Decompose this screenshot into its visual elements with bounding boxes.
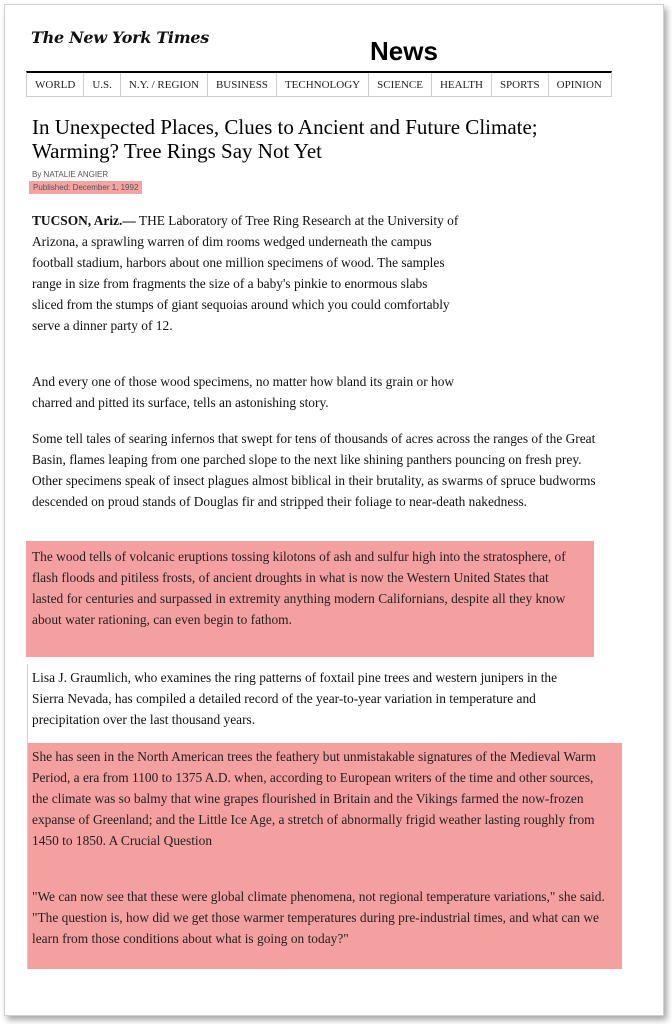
section-nav [26, 71, 612, 97]
nav-item-business[interactable]: BUSINESS [208, 73, 277, 96]
article-byline[interactable]: By NATALIE ANGIER [32, 170, 109, 179]
article-paragraph-3: Some tell tales of searing infernos that swept for tens of thousands of acres across the ranges of the Great Basin, flames leaping from one parched slope to the next like shining panthers pouncing on fresh prey. Other specimens speak of insect plagues almost biblical in their brutality, as swarms of spruce budworms descended on proud stands of Douglas fir and stripped their foliage to near-death nakedness. [32, 431, 596, 509]
nav-item-science[interactable]: SCIENCE [369, 73, 432, 96]
dateline: TUCSON, Ariz.— [32, 213, 136, 228]
article-headline: In Unexpected Places, Clues to Ancient and Future Climate; Warming? Tree Rings Say Not Yet [32, 115, 538, 163]
nav-item-world[interactable]: WORLD [27, 73, 84, 96]
article-paragraph-1 [32, 210, 462, 336]
published-date: Published: December 1, 1992 [29, 181, 142, 194]
nav-item-us[interactable]: U.S. [84, 73, 121, 96]
nav-item-opinion[interactable]: OPINION [556, 79, 602, 91]
paragraph-1-text: THE Laboratory of Tree Ring Research at the University of Arizona, a sprawling warren of dim rooms wedged underneath the campus football stadium, harbors about one million specimens of wood. The samples range in size from fragments the size of a baby's pinkie to enormous slabs sliced from the stumps of giant sequoias around which you could comfortably serve a dinner party of 12. [32, 213, 459, 333]
article-paragraph-4: The wood tells of volcanic eruptions tossing kilotons of ash and sulfur high into the stratosphere, of flash floods and pitiless frosts, of ancient droughts in what is now the Western United States that lasted for centuries and surpassed in extremity anything modern Californians, despite all they know about water rationing, can even begin to fathom. [32, 549, 566, 627]
nav-item-health[interactable]: HEALTH [432, 73, 492, 96]
article-paragraph-6: She has seen in the North American trees the feathery but unmistakable signatures of the Medieval Warm Period, a era from 1100 to 1375 A.D. when, according to European writers of the time and other sources, the climate was so balmy that wine grapes flourished in Britain and the Vikings farmed the now-frozen expanse of Greenland; and the Little Ice Age, a stretch of abnormally frigid weather lasting roughly from 1450 to 1850. A Crucial Question [32, 749, 596, 848]
nav-item-sports[interactable]: SPORTS [492, 73, 549, 96]
nav-item-technology[interactable]: TECHNOLOGY [277, 73, 369, 96]
nyt-logo[interactable]: The New York Times [31, 28, 209, 47]
nav-item-ny-region[interactable]: N.Y. / REGION [121, 73, 208, 96]
article-paragraph-7: "We can now see that these were global climate phenomena, not regional temperature variations," she said. "The question is, how did we get those warmer temperatures during pre-industrial times, and what can we learn from those conditions about what is going on today?" [32, 889, 605, 946]
section-title: News [370, 36, 438, 66]
article-paragraph-5: Lisa J. Graumlich, who examines the ring patterns of foxtail pine trees and western junipers in the Sierra Nevada, has compiled a detailed record of the year-to-year variation in temperature and precipitation over the last thousand years. [32, 670, 558, 727]
article-paragraph-2: And every one of those wood specimens, no matter how bland its grain or how charred and pitted its surface, tells an astonishing story. [32, 374, 455, 410]
